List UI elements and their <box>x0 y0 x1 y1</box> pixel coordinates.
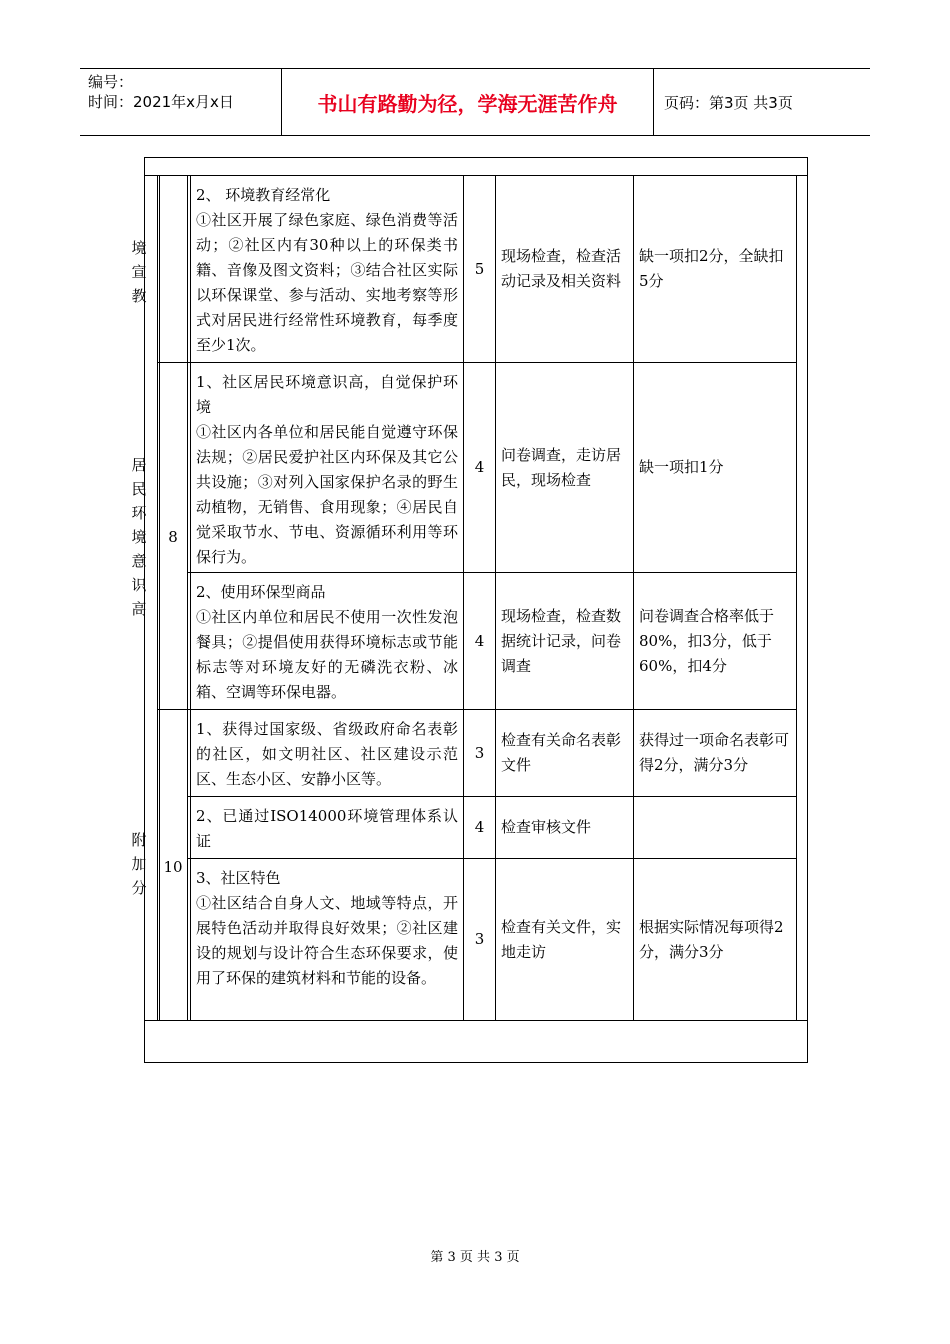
row-6-method: 检查有关文件，实地走访 <box>501 917 622 961</box>
row-5-rule <box>634 797 796 858</box>
row-1-content: 2、 环境教育经常化 ①社区开展了绿色家庭、绿色消费等活动；②社区内有30种以上的环保类书籍、音像及图文资料；③结合社区实际以环保课堂、参与活动、实地考察等形式对居民进行经常性环境教育，每季度至少1次。 <box>196 186 458 354</box>
row-3-method: 现场检查，检查数据统计记录，问卷调查 <box>501 606 622 675</box>
row-4-rule: 获得过一项命名表彰可得2分，满分3分 <box>639 731 790 774</box>
row-6-rule: 根据实际情况每项得2分，满分3分 <box>639 917 784 961</box>
page-header <box>80 68 870 136</box>
col-line-b <box>159 175 160 1020</box>
col-line-c <box>187 175 188 1020</box>
row-2-score: 4 <box>474 458 485 476</box>
header-left <box>88 72 234 112</box>
document-time-label: 时间：2021年x月x日 <box>88 93 234 111</box>
row-6-score: 3 <box>474 930 485 948</box>
header-divider-right <box>653 69 654 135</box>
table-bottom-line <box>145 1020 807 1021</box>
row-1-method: 现场检查，检查活动记录及相关资料 <box>501 247 622 290</box>
header-motto: 书山有路勤为径，学海无涯苦作舟 <box>317 91 618 116</box>
row-2-method: 问卷调查，走访居民，现场检查 <box>501 445 622 489</box>
category-score-bonus: 10 <box>163 857 183 876</box>
row-3-rule: 问卷调查合格率低于80%，扣3分，低于60%，扣4分 <box>639 606 775 675</box>
row-4-method: 检查有关命名表彰文件 <box>501 731 622 774</box>
row-3-content: 2、使用环保型商品 ①社区内单位和居民不使用一次性发泡餐具；②提倡使用获得环境标志或节能标志等对环境友好的无磷洗衣粉、冰箱、空调等环保电器。 <box>196 583 458 701</box>
assessment-table <box>131 157 808 1063</box>
row-1-score: 5 <box>474 259 485 278</box>
row-6-content: 3、社区特色 ①社区结合自身人文、地域等特点，开展特色活动并取得良好效果；②社区建设的规划与设计符合生态环保要求，使用了环保的建筑材料和节能的设备。 <box>196 869 458 987</box>
category-resident-awareness: 居 民 环 境 意 识 高 <box>131 456 147 618</box>
row-3-score: 4 <box>474 631 485 650</box>
row-4-score: 3 <box>474 743 485 762</box>
row-5-score: 4 <box>474 818 485 836</box>
col-line-h <box>796 175 797 1020</box>
category-bonus-points: 附 加 分 <box>131 831 147 897</box>
row-5-method: 检查审核文件 <box>501 818 592 836</box>
row-4-content: 1、获得过国家级、省级政府命名表彰的社区，如文明社区、社区建设示范区、生态小区、安静小区等。 <box>196 720 458 788</box>
header-page-info: 页码：第3页 共3页 <box>664 93 793 112</box>
row-2-rule: 缺一项扣1分 <box>639 458 724 476</box>
document-number-label: 编号： <box>88 73 134 91</box>
page-footer: 第 3 页 共 3 页 <box>430 1250 520 1265</box>
category-environment-education: 境 宣 教 <box>131 239 147 305</box>
row-1-rule: 缺一项扣2分，全缺扣5分 <box>639 247 784 290</box>
category-score-resident: 8 <box>168 527 178 546</box>
row-2-content: 1、社区居民环境意识高，自觉保护环境 ①社区内各单位和居民能自觉遵守环保法规；②居民爱护社区内环保及其它公共设施；③对列入国家保护名录的野生动植物，无销售、食用现象；④居民自觉采取节水、节电、资源循环利用等环保行为。 <box>196 373 458 566</box>
col-line-a <box>157 175 158 1020</box>
row-5-content: 2、已通过ISO14000环境管理体系认证 <box>196 807 458 850</box>
